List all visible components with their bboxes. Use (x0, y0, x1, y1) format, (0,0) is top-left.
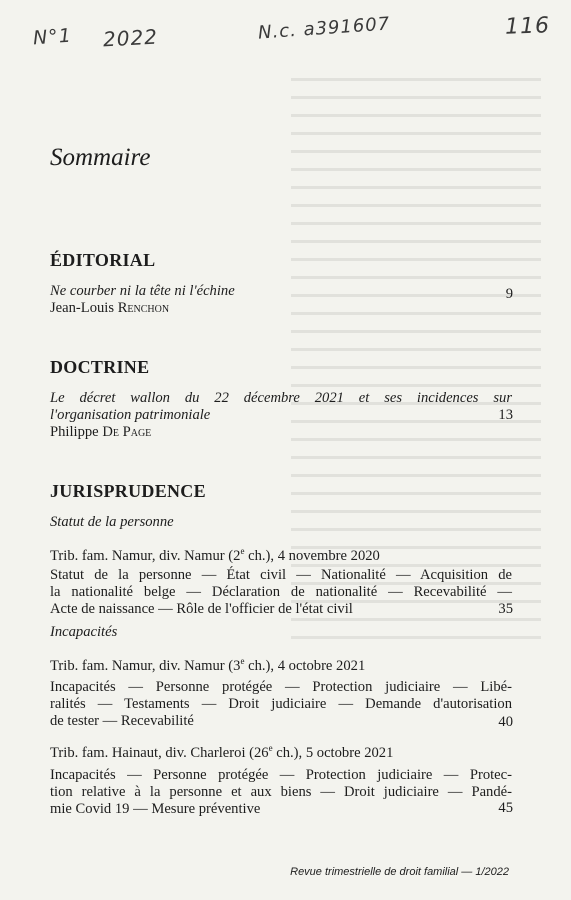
case-keywords-line: Acte de naissance — Rôle de l'officier de l'état civil (50, 601, 353, 617)
editorial-title: Ne courber ni la tête ni l'échine (50, 283, 235, 299)
handwritten-year: 2022 (102, 24, 159, 52)
case-keywords-line: mie Covid 19 — Mesure préventive (50, 801, 261, 817)
journal-footer: Revue trimestrielle de droit familial — 1/2022 (290, 866, 509, 878)
doctrine-title-line: l'organisation patrimoniale (50, 407, 211, 423)
page-title: Sommaire (50, 144, 151, 171)
case-keywords-line: tion relative à la personne et aux biens — Droit judiciaire — Pandé- (50, 784, 512, 800)
case-keywords-line: de tester — Recevabilité (50, 713, 194, 729)
case-court-heading: Trib. fam. Namur, div. Namur (3e ch.), 4 octobre 2021 (50, 656, 366, 674)
case-keywords-line: Statut de la personne — État civil — Nationalité — Acquisition de (50, 567, 512, 583)
subsection-incapacites: Incapacités (50, 624, 118, 640)
case-keywords-line: Incapacités — Personne protégée — Protection judiciaire — Protec- (50, 767, 512, 783)
editorial-author: Jean-Louis Renchon (50, 300, 170, 316)
case-entry[interactable] (50, 767, 512, 818)
case-page-number: 45 (498, 800, 513, 816)
doctrine-entry[interactable] (50, 390, 512, 441)
case-court-heading: Trib. fam. Hainaut, div. Charleroi (26e ch.), 5 octobre 2021 (50, 743, 394, 761)
handwritten-page-mark: 116 (504, 13, 551, 40)
case-entry[interactable] (50, 567, 512, 618)
handwritten-reference: N.c. a391607 (257, 13, 391, 44)
doctrine-title-line: Le décret wallon du 22 décembre 2021 et ses incidences sur (50, 390, 512, 406)
editorial-heading: ÉDITORIAL (50, 250, 156, 270)
case-keywords-line: Incapacités — Personne protégée — Protection judiciaire — Libé- (50, 679, 512, 695)
doctrine-heading: DOCTRINE (50, 357, 150, 377)
jurisprudence-heading: JURISPRUDENCE (50, 481, 206, 501)
case-keywords-line: la nationalité belge — Déclaration de nationalité — Recevabilité — (50, 584, 512, 600)
doctrine-page-number: 13 (498, 407, 513, 423)
case-page-number: 35 (498, 601, 513, 617)
editorial-entry[interactable] (50, 283, 512, 317)
subsection-statut-personne: Statut de la personne (50, 514, 174, 530)
case-page-number: 40 (498, 714, 513, 730)
editorial-page-number: 9 (505, 286, 513, 302)
case-entry[interactable] (50, 679, 512, 730)
case-court-heading: Trib. fam. Namur, div. Namur (2e ch.), 4 novembre 2020 (50, 546, 380, 564)
doctrine-author: Philippe De Page (50, 424, 152, 440)
case-keywords-line: ralités — Testaments — Droit judiciaire — Demande d'autorisation (50, 696, 512, 712)
handwritten-issue-number: N°1 (32, 24, 73, 50)
